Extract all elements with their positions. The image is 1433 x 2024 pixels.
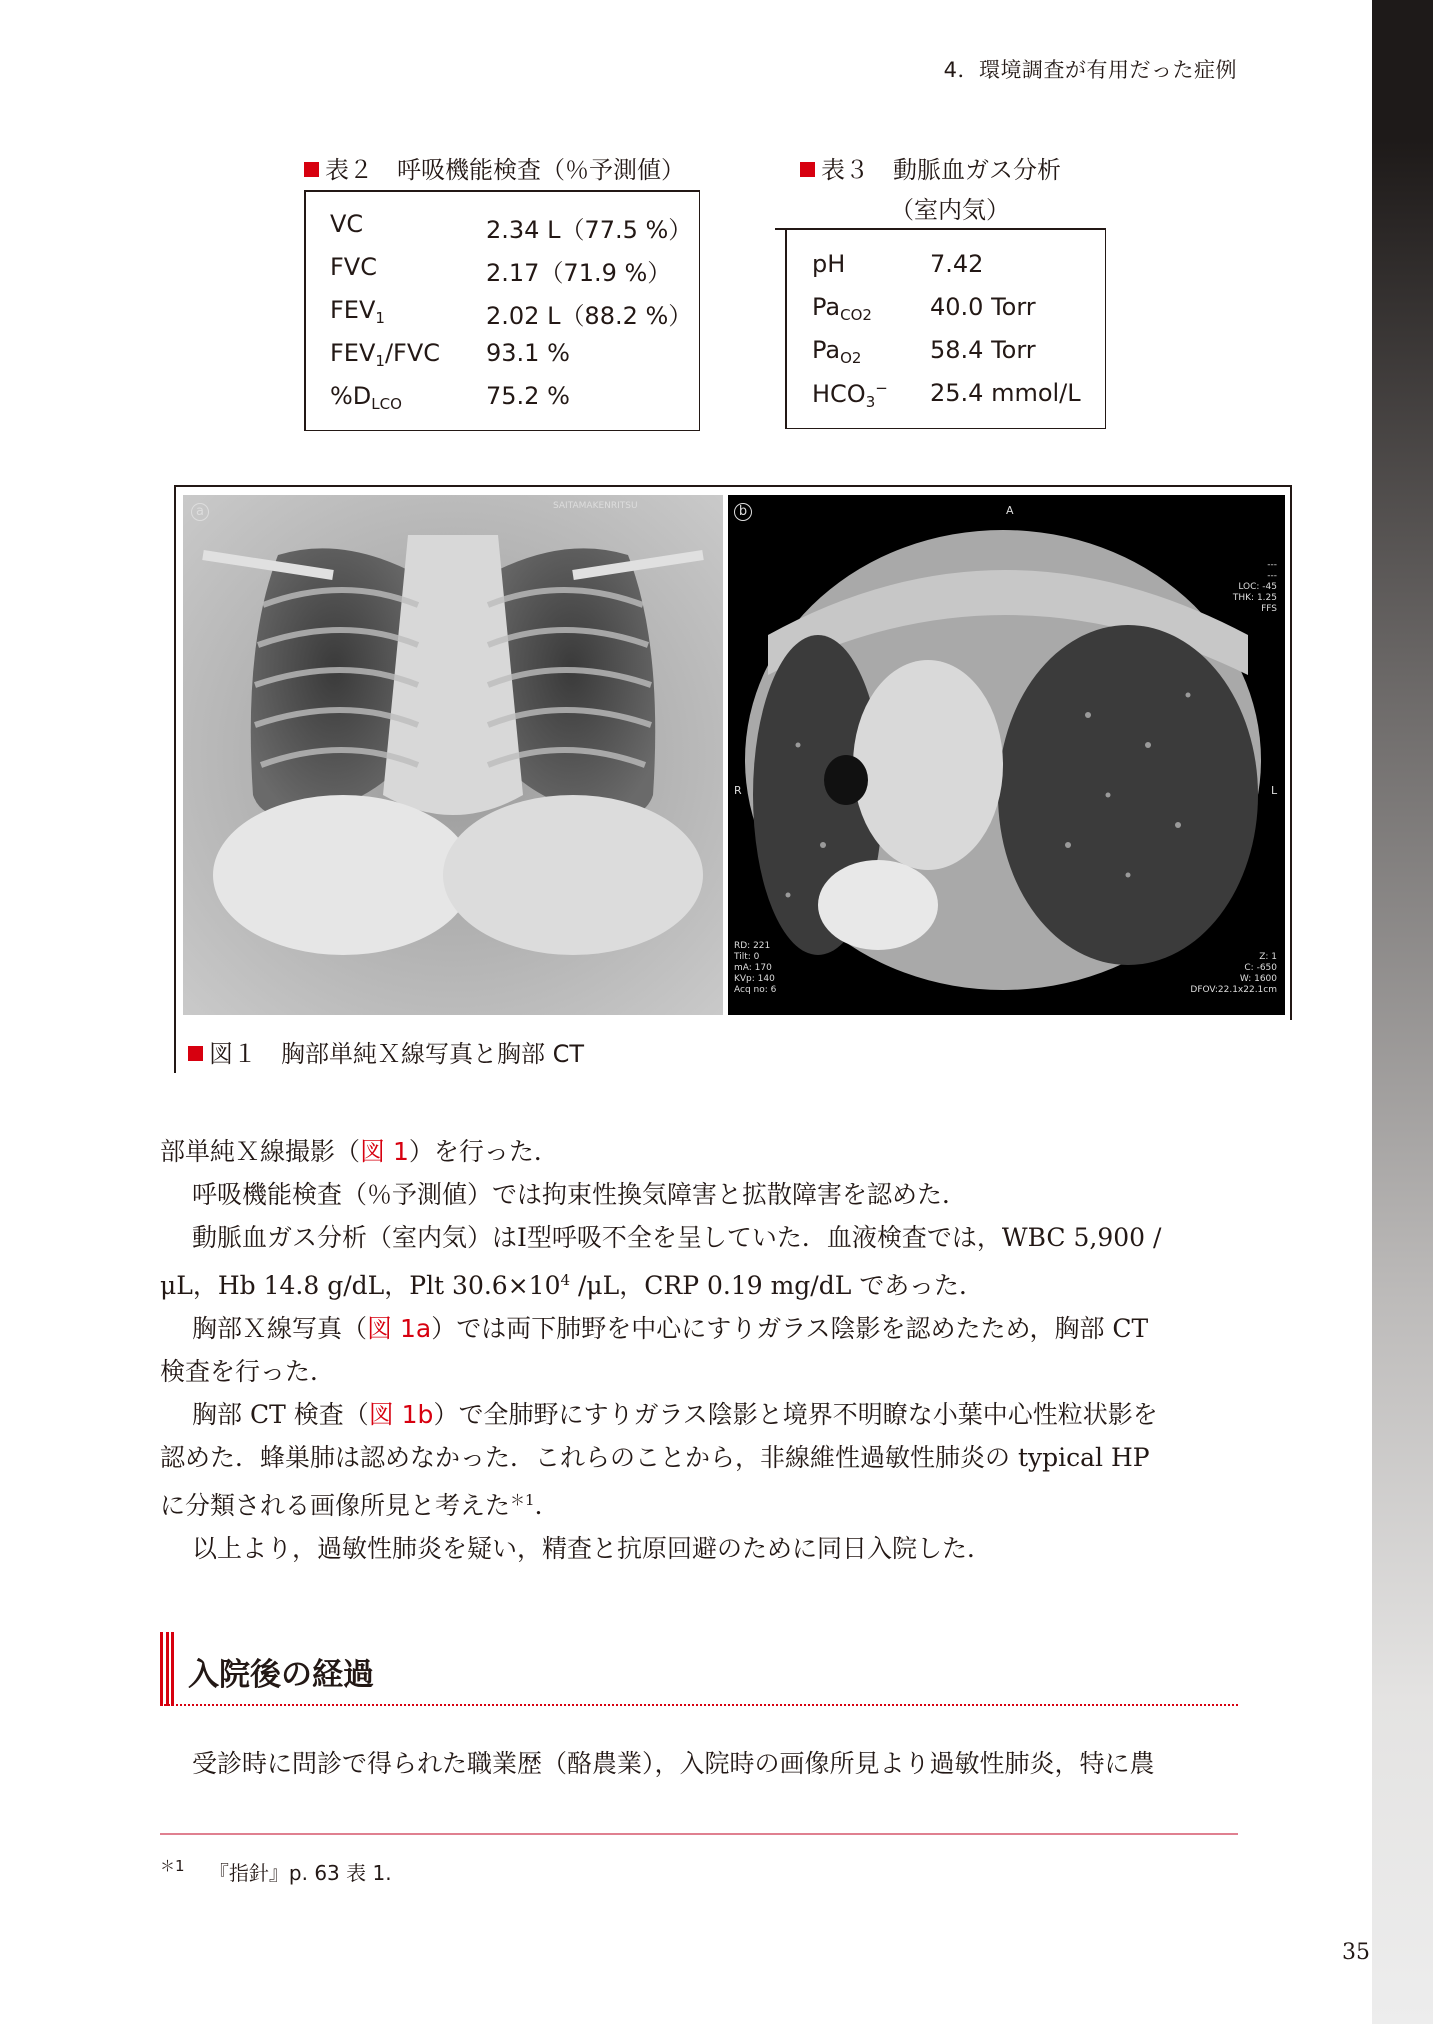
chest-ct-drawing bbox=[728, 495, 1285, 1015]
paragraph: 胸部 CT 検査（図 1b）で全肺野にすりガラス陰影と境界不明瞭な小葉中心性粒状影を bbox=[192, 1400, 1158, 1429]
table3-value: 58.4 Torr bbox=[930, 336, 1036, 364]
paragraph-continued: μL，Hb 14.8 g/dL，Plt $30.6\times 10^4$ /μL，CRP 0.19 mg/dL であった． bbox=[160, 1271, 985, 1300]
paragraph: 呼吸機能検査（％予測値）では拘束性換気障害と拡散障害を認めた． bbox=[192, 1180, 968, 1209]
ct-info-bottom-left: RD: 221 Tilt: 0 mA: 170 KVp: 140 Acq no: 6 bbox=[734, 941, 777, 995]
paragraph: 受診時に問診で得られた職業歴（酪農業），入院時の画像所見より過敏性肺炎，特に農 bbox=[192, 1749, 1155, 1778]
table2-value: 2.02 L（88.2 %） bbox=[486, 302, 693, 330]
body-text bbox=[160, 1130, 1238, 1570]
table2-key: VC bbox=[330, 210, 364, 238]
figure-frame-top bbox=[174, 485, 1292, 487]
ct-info-top-right: --- --- LOC: -45 THK: 1.25 FFS bbox=[1232, 560, 1277, 614]
paragraph: 以上より，過敏性肺炎を疑い，精査と抗原回避のために同日入院した． bbox=[192, 1534, 993, 1563]
footnote-text: 『指針』p. 63 表 1. bbox=[208, 1861, 392, 1885]
table3-value: 7.42 bbox=[930, 250, 984, 278]
red-square-icon bbox=[188, 1046, 203, 1061]
chest-xray-drawing bbox=[183, 495, 723, 1015]
footnote bbox=[160, 1855, 392, 1886]
ct-marker-right: R bbox=[734, 784, 742, 797]
red-square-icon bbox=[800, 162, 815, 177]
figure-frame-right bbox=[1290, 485, 1292, 1020]
table3-key: pH bbox=[812, 250, 846, 278]
section-body bbox=[160, 1742, 1238, 1785]
ct-marker-anterior: A bbox=[1006, 504, 1014, 517]
paragraph: 動脈血ガス分析（室内気）はⅠ型呼吸不全を呈していた．血液検査では，WBC 5,900 / bbox=[192, 1223, 1162, 1252]
table2-key: $\%D_{LCO}$ bbox=[330, 382, 402, 413]
red-square-icon bbox=[304, 162, 319, 177]
figure-ref-link[interactable]: 図 1a bbox=[367, 1314, 432, 1343]
ct-info-bottom-right: Z: 1 C: -650 W: 1600 DFOV:22.1x22.1cm bbox=[1190, 952, 1277, 995]
section-dotted-rule bbox=[160, 1704, 1238, 1706]
paragraph: 胸部Ｘ線写真（図 1a）では両下肺野を中心にすりガラス陰影を認めたため，胸部 CT bbox=[192, 1314, 1149, 1343]
table2-value: 2.34 L（77.5 %） bbox=[486, 216, 693, 244]
chest-ct-image bbox=[728, 495, 1285, 1015]
paragraph-continued: 認めた．蜂巣肺は認めなかった．これらのことから，非線維性過敏性肺炎の typical HP bbox=[160, 1443, 1150, 1472]
figure-ref-link[interactable]: 図 1 bbox=[360, 1137, 409, 1166]
table3-title-line2: （室内気） bbox=[890, 196, 1010, 224]
footnote-rule bbox=[160, 1833, 1238, 1835]
table2-key: $FEV_1$/FVC bbox=[330, 339, 441, 370]
chest-xray-image bbox=[183, 495, 723, 1015]
panel-label-a: a bbox=[191, 503, 209, 521]
table3-title: 表３ 動脈血ガス分析 bbox=[800, 150, 1061, 185]
table3-value: 40.0 Torr bbox=[930, 293, 1036, 321]
figure-caption: 図１ 胸部単純Ｘ線写真と胸部 CT bbox=[188, 1034, 584, 1069]
table2-value: 93.1 % bbox=[486, 339, 570, 367]
paragraph: 部単純Ｘ線撮影（図 1）を行った． bbox=[160, 1137, 559, 1166]
table3-value: 25.4 mmol/L bbox=[930, 379, 1081, 407]
running-head: 4．環境調査が有用だった症例 bbox=[943, 58, 1237, 82]
panel-label-b: b bbox=[734, 503, 752, 521]
table2-value: 2.17（71.9 %） bbox=[486, 259, 672, 287]
footnote-mark: ＊1 bbox=[160, 1857, 185, 1875]
table3-key: $HCO_3^-$ bbox=[812, 379, 888, 411]
section-title: 入院後の経過 bbox=[188, 1657, 374, 1693]
xray-header-text: SAITAMAKENRITSU bbox=[553, 501, 638, 511]
figure-frame-left bbox=[174, 485, 176, 1073]
table3-key: $Pa_{O2}$ bbox=[812, 336, 862, 367]
ct-marker-left: L bbox=[1271, 784, 1278, 797]
page-number: 35 bbox=[1342, 1940, 1370, 1965]
page-edge-band bbox=[1372, 0, 1433, 2024]
figure-ref-link[interactable]: 図 1b bbox=[368, 1400, 434, 1429]
table3-key: $Pa_{CO2}$ bbox=[812, 293, 872, 324]
table2-key: FVC bbox=[330, 253, 377, 281]
section-heading bbox=[160, 1632, 1238, 1706]
paragraph-continued: 検査を行った． bbox=[160, 1357, 336, 1386]
table2-key: $FEV_1$ bbox=[330, 296, 385, 327]
footnote-ref[interactable]: ＊1 bbox=[510, 1491, 535, 1509]
table2-value: 75.2 % bbox=[486, 382, 570, 410]
table2-title: 表２ 呼吸機能検査（％予測値） bbox=[304, 150, 685, 185]
paragraph-continued: に分類される画像所見と考えた$^{*1}$． bbox=[160, 1491, 560, 1520]
section-bar-icon bbox=[160, 1632, 174, 1706]
